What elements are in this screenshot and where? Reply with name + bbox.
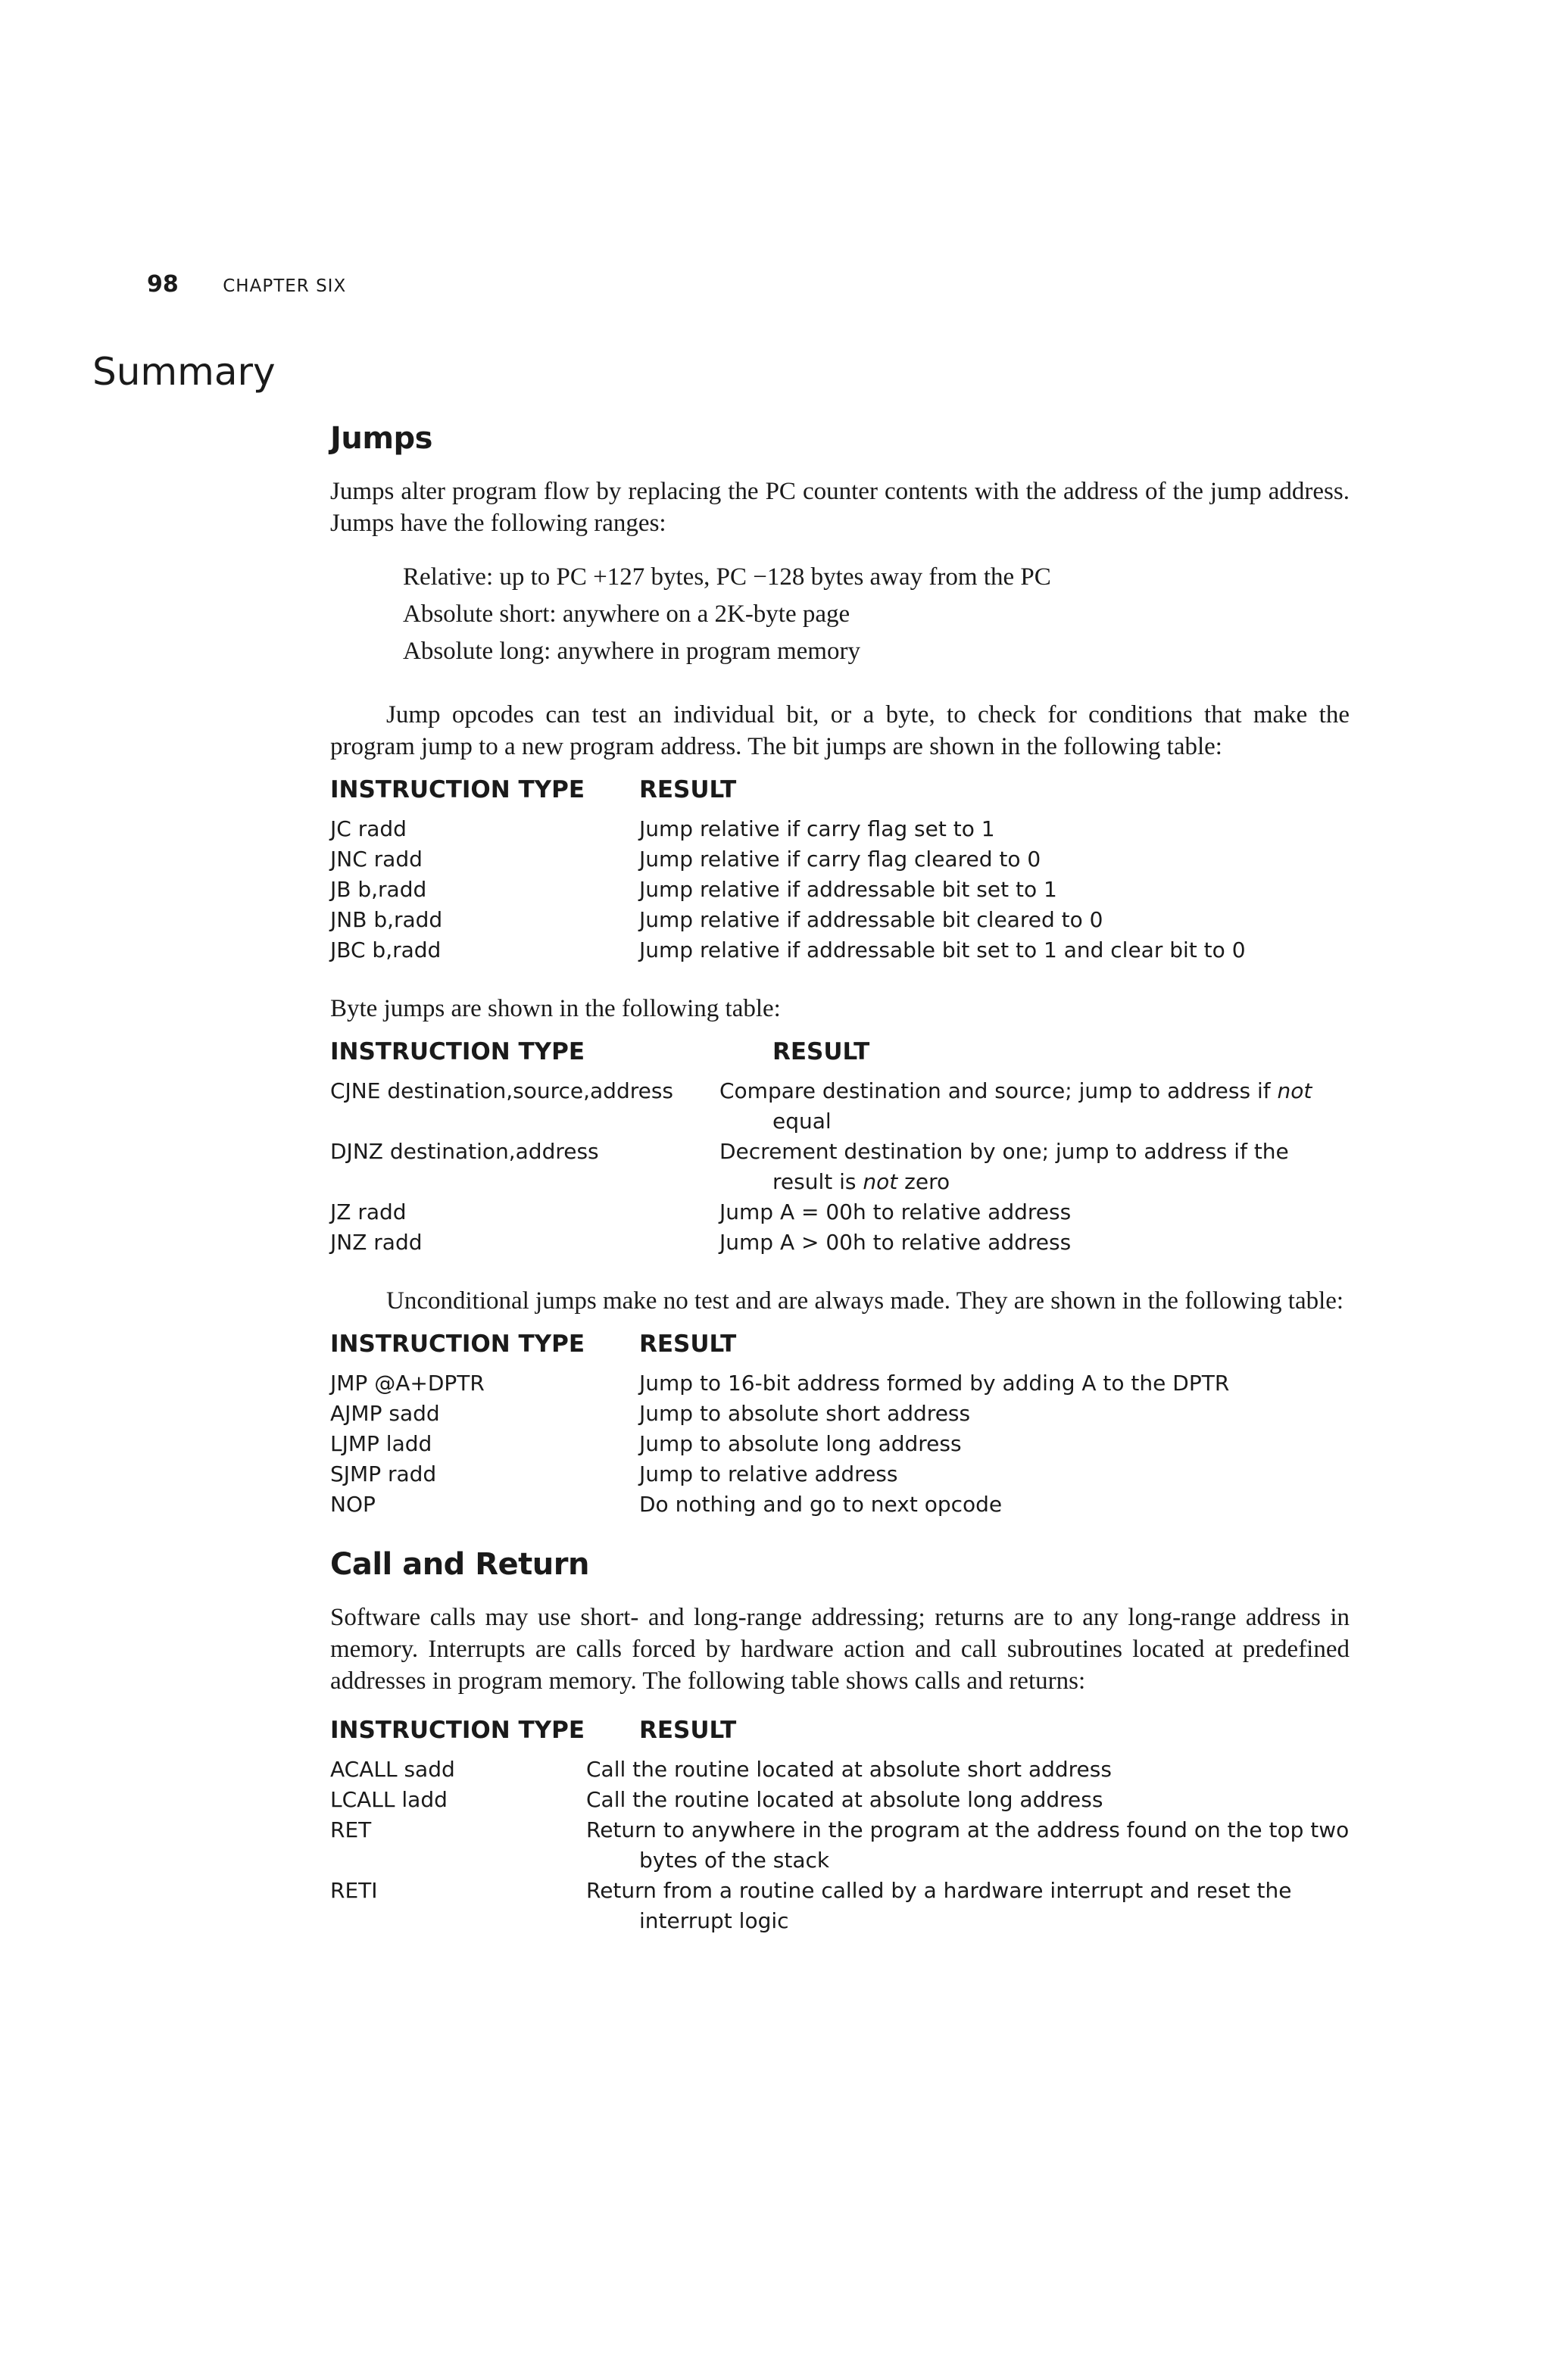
jumps-heading: Jumps — [330, 421, 432, 456]
result-cell: Jump relative if addressable bit set to 1 and clear bit to 0 — [639, 937, 1246, 962]
result-column-header: RESULT — [639, 1330, 737, 1358]
instruction-cell: LCALL ladd — [330, 1787, 448, 1812]
instruction-cell: AJMP sadd — [330, 1401, 440, 1426]
table-row — [330, 1489, 1350, 1520]
range-absolute-long: Absolute long: anywhere in program memory — [403, 638, 860, 665]
table-row — [330, 905, 1350, 935]
table-row — [330, 1815, 1350, 1876]
result-column-header: RESULT — [639, 1717, 737, 1744]
instruction-cell: NOP — [330, 1492, 376, 1517]
byte-jumps-intro: Byte jumps are shown in the following table: — [330, 995, 781, 1022]
table-row — [330, 1785, 1350, 1815]
result-column-header: RESULT — [639, 776, 737, 803]
result-cell: Jump relative if carry flag set to 1 — [639, 816, 995, 841]
result-cell: Do nothing and go to next opcode — [639, 1492, 1003, 1517]
result-cell: Jump to relative address — [639, 1461, 898, 1486]
instruction-column-header: INSTRUCTION TYPE — [330, 1038, 585, 1065]
table-row — [330, 1137, 1350, 1197]
table-row — [330, 1459, 1350, 1489]
instruction-cell: JNZ radd — [330, 1230, 423, 1255]
call-return-table — [330, 1717, 1350, 1936]
call-return-intro: Software calls may use short- and long-range addressing; returns are to any long-range address in memory. Interrupts are calls forced by hardware action and call subroutines located at predefined addresses in program memory. The following table shows calls and returns: — [330, 1604, 1350, 1695]
result-cell: Jump relative if carry flag cleared to 0 — [639, 847, 1041, 872]
instruction-cell: JZ radd — [330, 1199, 407, 1224]
result-cell: Jump relative if addressable bit set to 1 — [639, 877, 1057, 902]
result-text-end: zero — [904, 1169, 950, 1194]
result-cell: Jump to absolute long address — [639, 1431, 962, 1456]
result-column-header: RESULT — [772, 1038, 870, 1065]
instruction-cell: RET — [330, 1817, 372, 1842]
result-text: Compare destination and source; jump to address if — [719, 1078, 1271, 1103]
instruction-cell: SJMP radd — [330, 1461, 437, 1486]
chapter-label: CHAPTER SIX — [223, 276, 347, 296]
result-cell: Jump A > 00h to relative address — [719, 1230, 1072, 1255]
instruction-column-header: INSTRUCTION TYPE — [330, 1330, 585, 1358]
instruction-cell: JBC b,radd — [330, 937, 442, 962]
table-row — [330, 814, 1350, 844]
table-row — [330, 1197, 1350, 1227]
table-row — [330, 1429, 1350, 1459]
byte-jumps-table — [330, 1038, 1350, 1258]
table-row — [330, 1399, 1350, 1429]
result-cell: Jump to 16-bit address formed by adding A to the DPTR — [639, 1371, 1230, 1396]
range-relative: Relative: up to PC +127 bytes, PC −128 bytes away from the PC — [403, 563, 1051, 591]
table-row — [330, 1368, 1350, 1399]
table-header-row — [330, 1038, 1350, 1076]
instruction-cell: DJNZ destination,address — [330, 1139, 599, 1164]
instruction-cell: JNC radd — [330, 847, 423, 872]
instruction-cell: JMP @A+DPTR — [330, 1371, 485, 1396]
result-emphasis: not — [863, 1169, 898, 1194]
table-header-row — [330, 1717, 1350, 1755]
instruction-cell: CJNE destination,source,address — [330, 1078, 674, 1103]
table-row — [330, 1076, 1350, 1137]
instruction-cell: JC radd — [330, 816, 407, 841]
jump-ranges — [403, 559, 1350, 670]
summary-title: Summary — [92, 350, 276, 394]
result-cell — [719, 1076, 1350, 1137]
running-head — [147, 271, 346, 298]
result-emphasis: not — [1277, 1078, 1312, 1103]
instruction-cell: RETI — [330, 1878, 378, 1903]
table-row — [330, 1755, 1350, 1785]
result-cell: Call the routine located at absolute short address — [586, 1757, 1112, 1782]
bit-jumps-table — [330, 776, 1350, 965]
instruction-cell: LJMP ladd — [330, 1431, 432, 1456]
table-row — [330, 1876, 1350, 1936]
unconditional-jumps-intro: Unconditional jumps make no test and are always made. They are shown in the following table: — [386, 1287, 1344, 1315]
instruction-cell: JB b,radd — [330, 877, 427, 902]
result-cell: Jump relative if addressable bit cleared to 0 — [639, 907, 1103, 932]
instruction-column-header: INSTRUCTION TYPE — [330, 1717, 585, 1744]
result-cell: Return to anywhere in the program at the address found on the top two bytes of the stack — [586, 1817, 1350, 1873]
bit-jumps-intro: Jump opcodes can test an individual bit, or a byte, to check for conditions that make the program jump to a new program address. The bit jumps are shown in the following table: — [330, 701, 1350, 760]
unconditional-jumps-table — [330, 1330, 1350, 1520]
call-return-heading: Call and Return — [330, 1547, 589, 1582]
result-cell: Jump to absolute short address — [639, 1401, 971, 1426]
instruction-cell: ACALL sadd — [330, 1757, 455, 1782]
table-header-row — [330, 776, 1350, 814]
summary-content — [330, 421, 1350, 1964]
instruction-column-header: INSTRUCTION TYPE — [330, 776, 585, 803]
result-cell — [719, 1137, 1350, 1197]
result-cell: Call the routine located at absolute long address — [586, 1787, 1103, 1812]
result-cell: Return from a routine called by a hardware interrupt and reset the interrupt logic — [586, 1878, 1292, 1933]
result-text: Decrement destination by one; jump to address if the result is — [719, 1139, 1289, 1194]
table-row — [330, 875, 1350, 905]
table-row — [330, 844, 1350, 875]
result-text-end: equal — [772, 1109, 832, 1134]
table-row — [330, 1227, 1350, 1258]
table-row — [330, 935, 1350, 965]
page-number: 98 — [147, 271, 179, 298]
jumps-intro: Jumps alter program flow by replacing the PC counter contents with the address of the jump address. Jumps have the following ranges: — [330, 478, 1350, 537]
table-header-row — [330, 1330, 1350, 1368]
result-cell: Jump A = 00h to relative address — [719, 1199, 1072, 1224]
instruction-cell: JNB b,radd — [330, 907, 443, 932]
range-absolute-short: Absolute short: anywhere on a 2K-byte page — [403, 600, 850, 628]
